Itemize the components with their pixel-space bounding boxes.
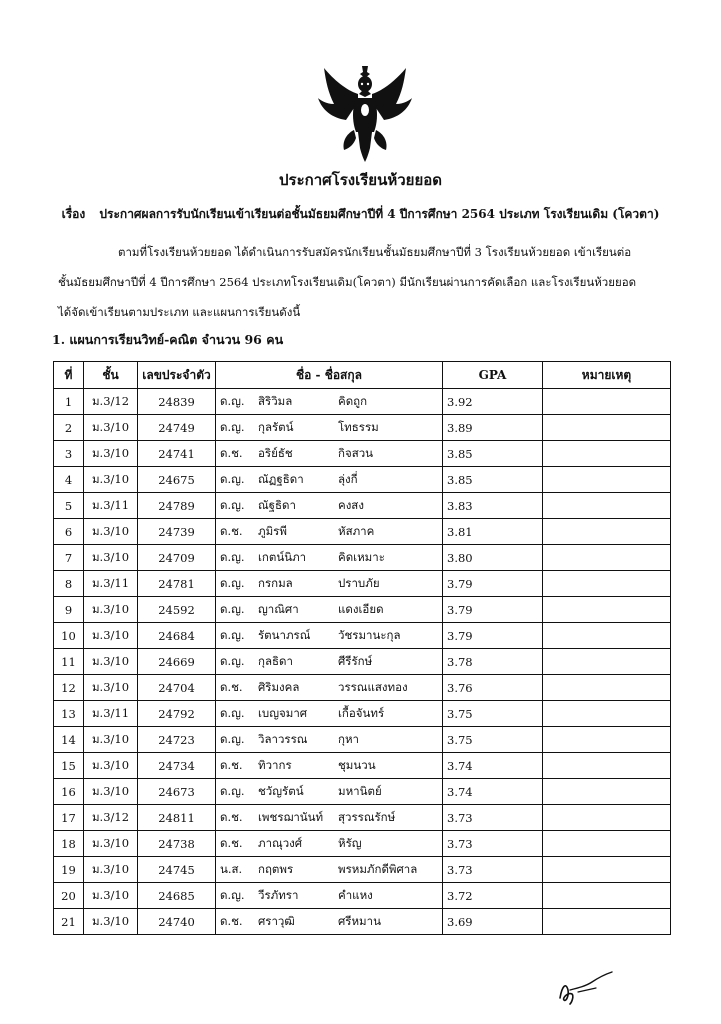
row-prefix: ด.ช. <box>220 913 243 928</box>
paragraph-line-2: ชั้นมัธยมศึกษาปีที่ 4 ปีการศึกษา 2564 ประเภทโรงเรียนเดิม(โควตา) มีนักเรียนผ่านการคัดเลือก และโรงเรียนห้วยยอด <box>58 275 637 289</box>
row-last-name: โทธรรม <box>338 419 379 434</box>
handwritten-signature <box>556 968 614 1008</box>
row-remark <box>543 701 671 727</box>
row-student-id: 24684 <box>138 623 216 649</box>
row-number: 14 <box>54 727 84 753</box>
row-last-name: วรรณแสงทอง <box>338 679 408 694</box>
row-number: 2 <box>54 415 84 441</box>
row-last-name: มหานิตย์ <box>338 783 382 798</box>
row-class: ม.3/12 <box>84 805 138 831</box>
row-first-name: กุลธิดา <box>258 653 293 668</box>
row-prefix: ด.ช. <box>220 835 243 850</box>
row-last-name: กิจสวน <box>338 445 374 460</box>
row-first-name: ศราวุฒิ <box>258 913 295 928</box>
table-row <box>54 675 671 701</box>
row-name <box>216 649 443 675</box>
table-row <box>54 623 671 649</box>
row-name <box>216 805 443 831</box>
row-gpa: 3.85 <box>443 467 543 493</box>
garuda-emblem-icon <box>316 64 414 164</box>
table-row <box>54 467 671 493</box>
row-name <box>216 883 443 909</box>
row-name <box>216 493 443 519</box>
row-first-name: เบญจมาศ <box>258 705 308 720</box>
row-last-name: ศีรีรักษ์ <box>338 653 373 668</box>
row-last-name: คิดเหมาะ <box>338 549 385 564</box>
row-gpa: 3.76 <box>443 675 543 701</box>
row-prefix: ด.ญ. <box>220 627 245 642</box>
row-remark <box>543 727 671 753</box>
row-prefix: ด.ญ. <box>220 497 245 512</box>
row-class: ม.3/10 <box>84 727 138 753</box>
row-number: 6 <box>54 519 84 545</box>
row-last-name: วัชรมานะกุล <box>338 627 401 642</box>
row-remark <box>543 883 671 909</box>
row-student-id: 24734 <box>138 753 216 779</box>
row-last-name: กุหา <box>338 731 360 746</box>
row-student-id: 24781 <box>138 571 216 597</box>
row-student-id: 24792 <box>138 701 216 727</box>
row-remark <box>543 467 671 493</box>
table-header-row <box>54 362 671 389</box>
header-student-id: เลขประจำตัว <box>138 362 216 389</box>
row-remark <box>543 753 671 779</box>
row-first-name: ศิริมงคล <box>258 679 300 694</box>
table-row <box>54 597 671 623</box>
row-number: 1 <box>54 389 84 415</box>
row-name <box>216 623 443 649</box>
table-row <box>54 727 671 753</box>
row-gpa: 3.72 <box>443 883 543 909</box>
header-name: ชื่อ - ชื่อสกุล <box>216 362 443 389</box>
row-student-id: 24839 <box>138 389 216 415</box>
row-class: ม.3/10 <box>84 467 138 493</box>
row-prefix: ด.ช. <box>220 445 243 460</box>
row-number: 12 <box>54 675 84 701</box>
row-name <box>216 779 443 805</box>
row-gpa: 3.92 <box>443 389 543 415</box>
row-gpa: 3.85 <box>443 441 543 467</box>
row-first-name: กุลรัตน์ <box>258 419 294 434</box>
row-last-name: พรหมภักดีพิศาล <box>338 861 418 876</box>
row-last-name: หิรัญ <box>338 835 362 850</box>
row-name <box>216 545 443 571</box>
row-gpa: 3.75 <box>443 701 543 727</box>
row-student-id: 24723 <box>138 727 216 753</box>
row-gpa: 3.74 <box>443 753 543 779</box>
row-number: 10 <box>54 623 84 649</box>
row-remark <box>543 441 671 467</box>
row-first-name: วีรภัทรา <box>258 887 299 902</box>
row-name <box>216 597 443 623</box>
row-number: 16 <box>54 779 84 805</box>
row-number: 5 <box>54 493 84 519</box>
row-class: ม.3/10 <box>84 753 138 779</box>
row-student-id: 24741 <box>138 441 216 467</box>
row-number: 17 <box>54 805 84 831</box>
row-prefix: ด.ช. <box>220 757 243 772</box>
row-number: 11 <box>54 649 84 675</box>
subject-label: เรื่อง <box>61 207 86 221</box>
row-gpa: 3.73 <box>443 805 543 831</box>
row-remark <box>543 805 671 831</box>
header-gpa: GPA <box>443 362 543 389</box>
row-number: 15 <box>54 753 84 779</box>
row-first-name: อริย์ธัช <box>258 445 293 460</box>
paragraph-line-3: ได้จัดเข้าเรียนตามประเภท และแผนการเรียนดังนี้ <box>58 305 301 319</box>
row-prefix: ด.ญ. <box>220 393 245 408</box>
row-student-id: 24592 <box>138 597 216 623</box>
row-prefix: ด.ญ. <box>220 575 245 590</box>
row-name <box>216 727 443 753</box>
row-gpa: 3.78 <box>443 649 543 675</box>
results-table <box>53 361 671 935</box>
row-number: 13 <box>54 701 84 727</box>
row-remark <box>543 779 671 805</box>
row-last-name: คิดถูก <box>338 393 368 408</box>
row-class: ม.3/10 <box>84 675 138 701</box>
row-last-name: เกื้อจันทร์ <box>338 705 385 720</box>
paragraph-line-1: ตามที่โรงเรียนห้วยยอด ได้ดำเนินการรับสมัครนักเรียนชั้นมัธยมศึกษาปีที่ 3 โรงเรียนห้วยยอด เข้าเรียนต่อ <box>118 245 632 259</box>
row-name <box>216 701 443 727</box>
table-row <box>54 545 671 571</box>
row-first-name: ภูมิรพี <box>258 523 287 538</box>
row-name <box>216 753 443 779</box>
row-first-name: สิริวิมล <box>258 393 293 408</box>
section-heading: 1. แผนการเรียนวิทย์-คณิต จำนวน 96 คน <box>52 332 284 347</box>
row-prefix: ด.ช. <box>220 523 243 538</box>
row-class: ม.3/10 <box>84 415 138 441</box>
row-remark <box>543 571 671 597</box>
row-last-name: ชุมนวน <box>338 757 376 772</box>
row-remark <box>543 545 671 571</box>
row-student-id: 24669 <box>138 649 216 675</box>
row-first-name: ภาณุวงศ์ <box>258 835 303 850</box>
row-student-id: 24738 <box>138 831 216 857</box>
row-name <box>216 441 443 467</box>
row-last-name: ปราบภัย <box>338 575 380 590</box>
row-prefix: ด.ญ. <box>220 419 245 434</box>
row-name <box>216 857 443 883</box>
row-class: ม.3/10 <box>84 519 138 545</box>
table-row <box>54 857 671 883</box>
row-student-id: 24739 <box>138 519 216 545</box>
row-gpa: 3.79 <box>443 571 543 597</box>
row-last-name: ศรีหมาน <box>338 913 381 928</box>
row-first-name: วิลาวรรณ <box>258 731 308 746</box>
table-row <box>54 571 671 597</box>
row-name <box>216 389 443 415</box>
row-student-id: 24709 <box>138 545 216 571</box>
row-prefix: ด.ญ. <box>220 705 245 720</box>
table-row <box>54 415 671 441</box>
row-class: ม.3/10 <box>84 883 138 909</box>
row-class: ม.3/11 <box>84 571 138 597</box>
row-name <box>216 675 443 701</box>
header-class: ชั้น <box>84 362 138 389</box>
row-student-id: 24673 <box>138 779 216 805</box>
row-class: ม.3/12 <box>84 389 138 415</box>
row-name <box>216 571 443 597</box>
row-first-name: เกตน์นิภา <box>258 549 307 564</box>
row-student-id: 24685 <box>138 883 216 909</box>
row-class: ม.3/10 <box>84 857 138 883</box>
row-class: ม.3/11 <box>84 701 138 727</box>
row-first-name: รัตนาภรณ์ <box>258 627 311 642</box>
row-name <box>216 519 443 545</box>
row-gpa: 3.79 <box>443 623 543 649</box>
subject-text: ประกาศผลการรับนักเรียนเข้าเรียนต่อชั้นมัธยมศึกษาปีที่ 4 ปีการศึกษา 2564 ประเภท โรงเรียนเดิม (โควตา) <box>99 207 660 221</box>
row-first-name: ชวัญรัตน์ <box>258 783 304 798</box>
row-student-id: 24740 <box>138 909 216 935</box>
row-gpa: 3.80 <box>443 545 543 571</box>
row-class: ม.3/10 <box>84 545 138 571</box>
row-remark <box>543 519 671 545</box>
table-row <box>54 389 671 415</box>
row-number: 8 <box>54 571 84 597</box>
row-gpa: 3.69 <box>443 909 543 935</box>
row-last-name: สุวรรณรักษ์ <box>338 809 396 824</box>
row-student-id: 24749 <box>138 415 216 441</box>
row-gpa: 3.73 <box>443 857 543 883</box>
row-class: ม.3/10 <box>84 441 138 467</box>
table-row <box>54 883 671 909</box>
row-last-name: คงสง <box>338 497 364 512</box>
table-row <box>54 805 671 831</box>
row-student-id: 24811 <box>138 805 216 831</box>
row-name <box>216 909 443 935</box>
row-name <box>216 415 443 441</box>
row-class: ม.3/10 <box>84 597 138 623</box>
row-class: ม.3/10 <box>84 649 138 675</box>
row-prefix: ด.ญ. <box>220 731 245 746</box>
row-gpa: 3.89 <box>443 415 543 441</box>
row-first-name: ณัฏฐธิดา <box>258 471 304 486</box>
row-number: 18 <box>54 831 84 857</box>
row-remark <box>543 389 671 415</box>
table-row <box>54 831 671 857</box>
row-prefix: ด.ช. <box>220 679 243 694</box>
row-student-id: 24789 <box>138 493 216 519</box>
row-remark <box>543 831 671 857</box>
row-remark <box>543 857 671 883</box>
table-row <box>54 493 671 519</box>
row-gpa: 3.81 <box>443 519 543 545</box>
table-row <box>54 909 671 935</box>
row-first-name: เพชรฌานันท์ <box>258 809 324 824</box>
row-last-name: แดงเอียด <box>338 601 384 616</box>
row-number: 3 <box>54 441 84 467</box>
row-prefix: ด.ช. <box>220 809 243 824</box>
row-prefix: น.ส. <box>220 861 243 876</box>
row-student-id: 24675 <box>138 467 216 493</box>
row-prefix: ด.ญ. <box>220 887 245 902</box>
table-row <box>54 779 671 805</box>
row-last-name: คำแหง <box>338 887 373 902</box>
row-gpa: 3.73 <box>443 831 543 857</box>
row-remark <box>543 675 671 701</box>
row-number: 9 <box>54 597 84 623</box>
subject-line <box>0 205 721 224</box>
row-class: ม.3/10 <box>84 909 138 935</box>
row-remark <box>543 623 671 649</box>
row-number: 21 <box>54 909 84 935</box>
row-remark <box>543 493 671 519</box>
row-class: ม.3/10 <box>84 779 138 805</box>
row-first-name: ทิวากร <box>258 757 292 772</box>
row-gpa: 3.74 <box>443 779 543 805</box>
row-gpa: 3.83 <box>443 493 543 519</box>
page-title: ประกาศโรงเรียนห้วยยอด <box>279 171 442 189</box>
table-row <box>54 649 671 675</box>
row-class: ม.3/10 <box>84 623 138 649</box>
row-number: 19 <box>54 857 84 883</box>
table-row <box>54 701 671 727</box>
row-name <box>216 831 443 857</box>
table-row <box>54 753 671 779</box>
row-name <box>216 467 443 493</box>
row-student-id: 24745 <box>138 857 216 883</box>
row-remark <box>543 415 671 441</box>
header-no: ที่ <box>54 362 84 389</box>
row-number: 20 <box>54 883 84 909</box>
row-prefix: ด.ญ. <box>220 653 245 668</box>
row-last-name: ลุ่งกี่ <box>338 471 358 486</box>
row-prefix: ด.ญ. <box>220 783 245 798</box>
row-first-name: กรกมล <box>258 575 293 590</box>
row-gpa: 3.79 <box>443 597 543 623</box>
row-class: ม.3/10 <box>84 831 138 857</box>
row-number: 7 <box>54 545 84 571</box>
table-row <box>54 519 671 545</box>
table-row <box>54 441 671 467</box>
row-first-name: กฤตพร <box>258 861 294 876</box>
row-first-name: ณัฐธิดา <box>258 497 296 512</box>
row-prefix: ด.ญ. <box>220 601 245 616</box>
row-prefix: ด.ญ. <box>220 549 245 564</box>
row-number: 4 <box>54 467 84 493</box>
row-class: ม.3/11 <box>84 493 138 519</box>
row-remark <box>543 909 671 935</box>
row-last-name: หัสภาค <box>338 523 375 538</box>
row-gpa: 3.75 <box>443 727 543 753</box>
row-first-name: ญาณิศา <box>258 601 299 616</box>
header-remark: หมายเหตุ <box>543 362 671 389</box>
row-student-id: 24704 <box>138 675 216 701</box>
row-prefix: ด.ญ. <box>220 471 245 486</box>
row-remark <box>543 649 671 675</box>
row-remark <box>543 597 671 623</box>
